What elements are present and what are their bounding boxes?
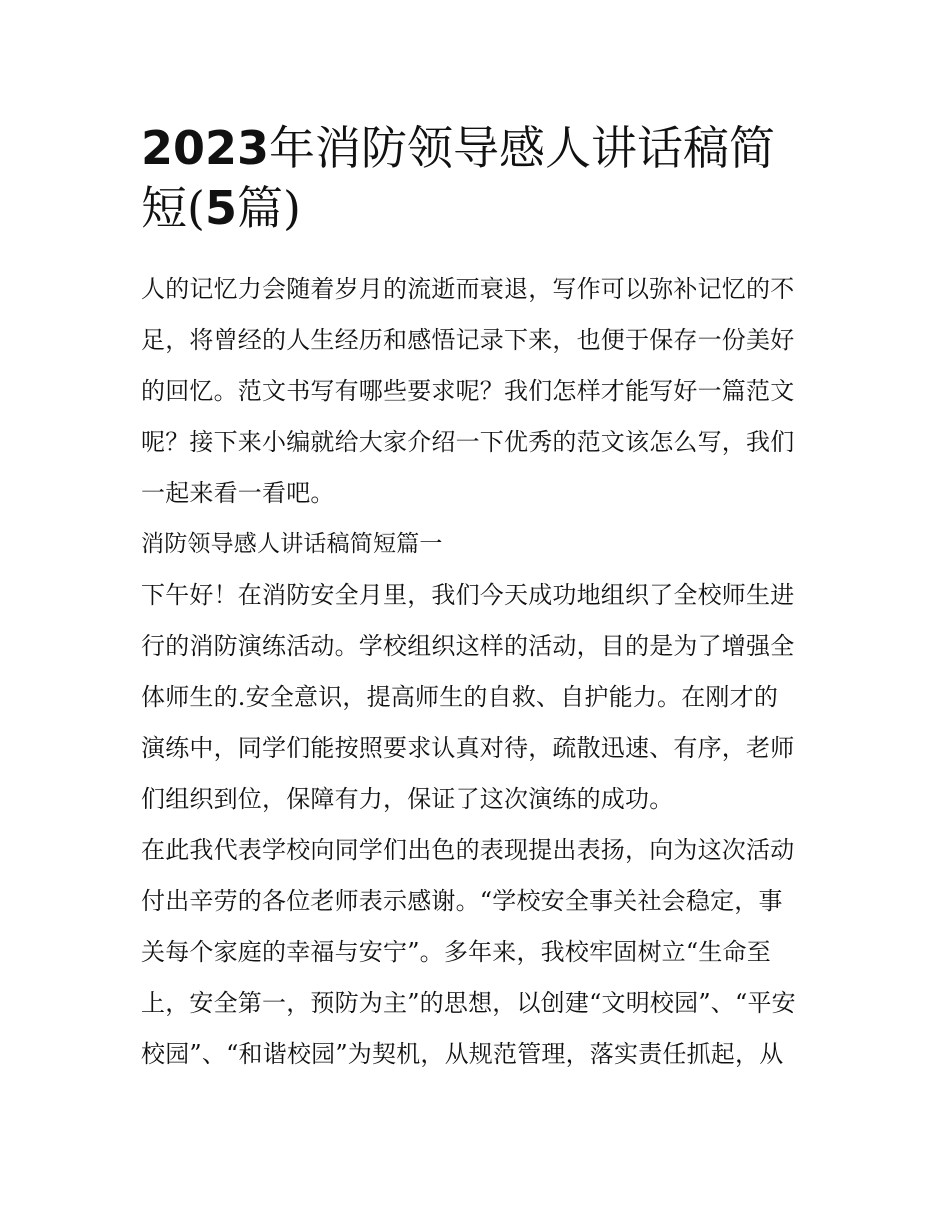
- title-year: 2023: [141, 121, 270, 175]
- section-heading: [141, 519, 813, 570]
- text-line: 上，安全第一，预防为主”的思想，以创建“文明校园”、“平安: [141, 989, 796, 1017]
- speech-paragraph-2: [141, 825, 813, 1080]
- document-page: [141, 118, 813, 1080]
- title-line-1: [141, 118, 813, 178]
- text-line: 一起来看一看吧。: [141, 479, 335, 507]
- title-line-2: [141, 178, 813, 238]
- text-line: 的回忆。范文书写有哪些要求呢？我们怎样才能写好一篇范文: [141, 377, 795, 405]
- text-line: 校园”、“和谐校园”为契机，从规范管理，落实责任抓起，从: [141, 1040, 784, 1068]
- speech-paragraph-1: [141, 570, 813, 825]
- text-line: 在此我代表学校向同学们出色的表现提出表扬，向为这次活动: [141, 836, 795, 864]
- section-heading-text: 消防领导感人讲话稿简短篇一: [141, 531, 443, 557]
- document-body: [141, 264, 813, 1080]
- text-line: 体师生的.安全意识，提高师生的自救、自护能力。在刚才的: [141, 683, 779, 711]
- intro-paragraph: [141, 264, 813, 519]
- text-line: 关每个家庭的幸福与安宁”。多年来，我校牢固树立“生命至: [141, 938, 771, 966]
- title-text-2a: 短(: [141, 181, 205, 235]
- text-line: 下午好！在消防安全月里，我们今天成功地组织了全校师生进: [141, 581, 795, 609]
- text-line: 人的记忆力会随着岁月的流逝而衰退，写作可以弥补记忆的不: [141, 275, 795, 303]
- text-line: 行的消防演练活动。学校组织这样的活动，目的是为了增强全: [141, 632, 795, 660]
- title-text-1: 年消防领导感人讲话稿简: [269, 121, 776, 175]
- document-title: [141, 118, 813, 238]
- text-line: 演练中，同学们能按照要求认真对待，疏散迅速、有序，老师: [141, 734, 795, 762]
- text-line: 付出辛劳的各位老师表示感谢。“学校安全事关社会稳定，事: [141, 887, 783, 915]
- text-line: 们组织到位，保障有力，保证了这次演练的成功。: [141, 785, 674, 813]
- text-line: 呢？接下来小编就给大家介绍一下优秀的范文该怎么写，我们: [141, 428, 795, 456]
- title-count: 5: [204, 181, 237, 235]
- text-line: 足，将曾经的人生经历和感悟记录下来，也便于保存一份美好: [141, 326, 795, 354]
- title-text-2b: 篇): [236, 181, 301, 235]
